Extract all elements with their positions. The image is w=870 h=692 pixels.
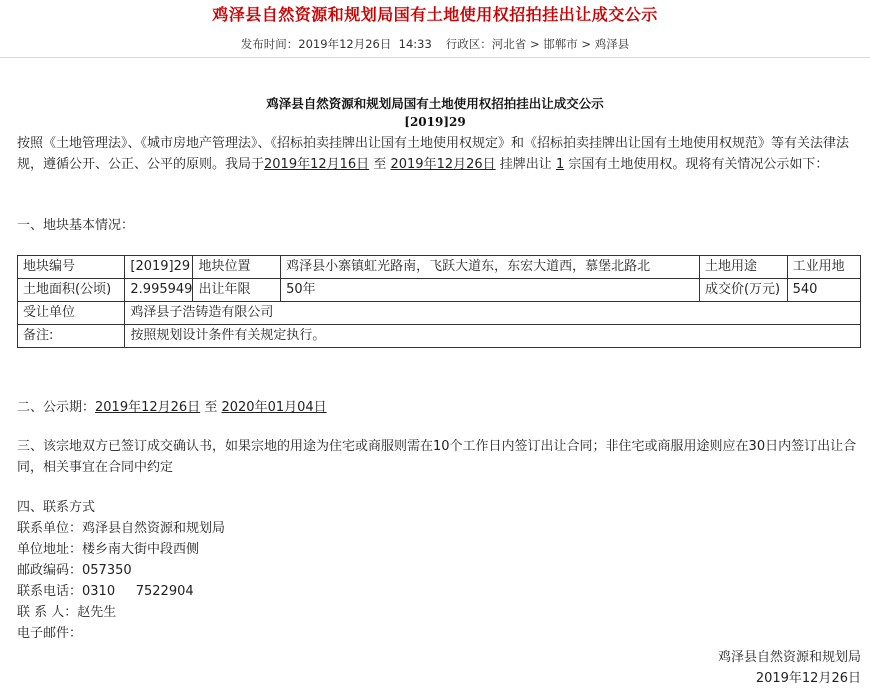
listing-end-date: 2019年12月26日	[390, 157, 496, 172]
signature-date: 2019年12月26日	[755, 671, 861, 686]
table-cell: 出让年限	[193, 279, 281, 302]
article-number: [2019]29	[404, 115, 466, 129]
contact-line: 联系单位：鸡泽县自然资源和规划局	[17, 521, 226, 536]
contract-paragraph: 三、该宗地双方已签订成交确认书，如果宗地的用途为住宅或商服则需在10个工作日内签订出让合同；非住宅或商服用途则应在30日内签订出让合同，相关事宜在合同中约定	[17, 439, 857, 475]
table-cell: 50年	[281, 279, 700, 302]
region-label: 行政区：	[445, 37, 492, 51]
chevron-right-icon: >	[529, 37, 540, 51]
parcel-count: 1	[555, 157, 565, 172]
table-cell: 地块位置	[193, 256, 281, 279]
table-cell: 土地面积(公顷)	[18, 279, 125, 302]
chevron-right-icon: >	[581, 37, 592, 51]
intro-text: 宗国有土地使用权。现将有关情况公示如下：	[568, 157, 829, 172]
notice-end-date: 2020年01月04日	[221, 400, 327, 415]
contact-line: 联 系 人：赵先生	[17, 605, 117, 620]
region-city-link[interactable]: 邯郸市	[543, 37, 578, 51]
publish-time-label: 发布时间：	[240, 37, 299, 51]
section-heading-parcel: 一、地块基本情况：	[17, 218, 135, 233]
intro-to: 至	[373, 157, 387, 172]
notice-period-label: 二、公示期：	[17, 400, 96, 415]
notice-start-date: 2019年12月26日	[95, 400, 201, 415]
notice-period	[17, 397, 327, 418]
publish-meta	[0, 36, 870, 52]
table-cell: 地块编号	[18, 256, 125, 279]
contact-line: 单位地址：楼乡南大街中段西侧	[17, 542, 200, 557]
listing-start-date: 2019年12月16日	[264, 157, 370, 172]
contact-line: 电子邮件：	[17, 626, 83, 641]
table-cell: 成交价(万元)	[699, 279, 787, 302]
parcel-info-table	[17, 255, 861, 348]
table-cell: 受让单位	[18, 302, 125, 325]
table-cell: 工业用地	[787, 256, 860, 279]
intro-text: 挂牌出让	[499, 157, 552, 172]
contact-line: 联系电话：0310 7522904	[17, 584, 194, 599]
table-cell: 土地用途	[699, 256, 787, 279]
table-row	[18, 302, 861, 325]
table-cell: 540	[787, 279, 860, 302]
section-heading-contact: 四、联系方式	[17, 500, 96, 515]
table-row	[18, 279, 861, 302]
table-cell: [2019]29	[125, 256, 193, 279]
header-divider	[0, 57, 870, 58]
region-province-link[interactable]: 河北省	[491, 37, 527, 51]
intro-text: 按照《土地管理法》、《城市房地产管理法》、《招标拍卖挂牌出让国有土地使用权规定》和《招标拍卖挂牌出让国有土地使用权规范》等有关法律法规，遵循公开、公正、公平的原则。我局于	[17, 136, 850, 172]
table-cell: 备注:	[18, 325, 125, 348]
notice-to: 至	[204, 400, 218, 415]
publish-time: 2019年12月26日 14:33	[298, 37, 432, 51]
page-header-title: 鸡泽县自然资源和规划局国有土地使用权招拍挂出让成交公示	[212, 5, 658, 24]
table-row	[18, 325, 861, 348]
table-cell: 鸡泽县子浩铸造有限公司	[125, 302, 861, 325]
table-cell: 鸡泽县小寨镇虹光路南，飞跃大道东，东宏大道西，慕堡北路北	[281, 256, 700, 279]
table-cell: 按照规划设计条件有关规定执行。	[125, 325, 861, 348]
article-title: 鸡泽县自然资源和规划局国有土地使用权招拍挂出让成交公示	[266, 96, 604, 111]
region-county-link[interactable]: 鸡泽县	[594, 37, 630, 51]
contact-line: 邮政编码：057350	[17, 563, 132, 578]
signature-org: 鸡泽县自然资源和规划局	[717, 650, 861, 665]
table-row	[18, 256, 861, 279]
table-cell: 2.995949	[125, 279, 193, 302]
intro-paragraph	[17, 133, 862, 175]
